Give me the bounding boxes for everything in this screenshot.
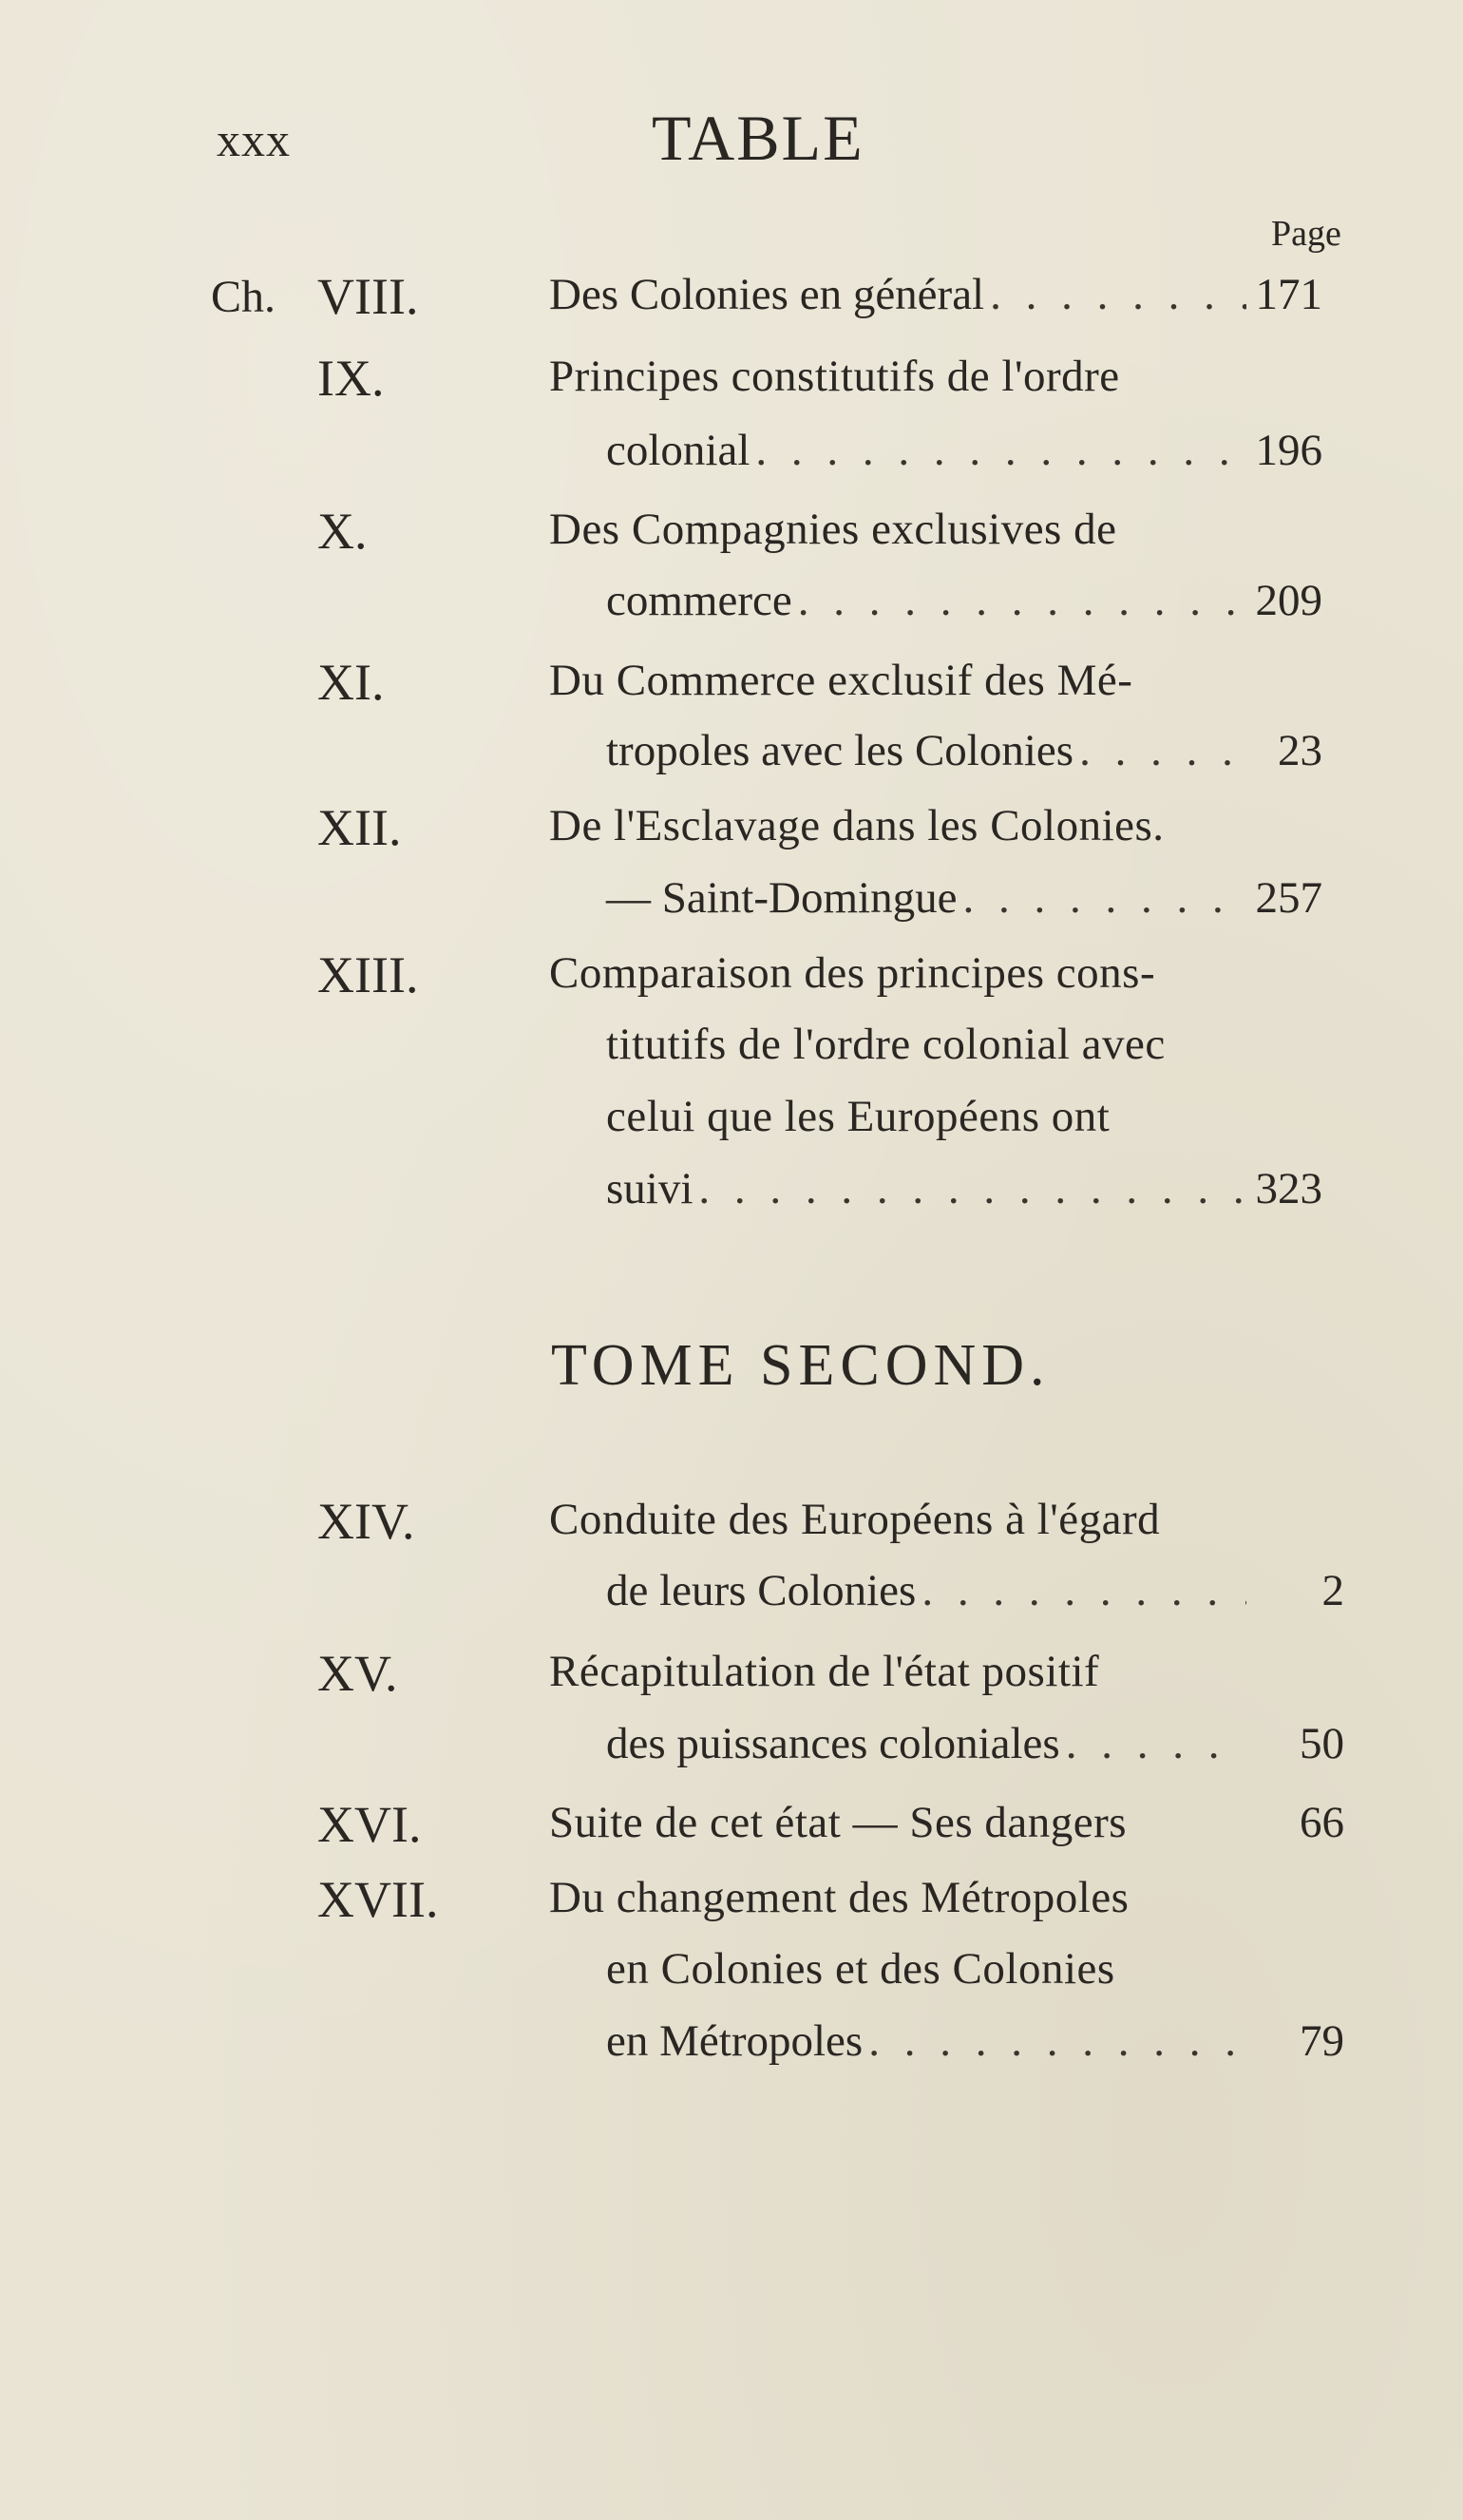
entry-title: Comparaison des principes cons- (549, 948, 1156, 998)
page-reference: 79 (1300, 2016, 1344, 2066)
toc-entry-line (606, 1163, 1246, 1214)
toc-entry-line (606, 1718, 1246, 1769)
entry-title-continued: colonial (606, 426, 750, 475)
chapter-number: X. (317, 503, 368, 560)
page-reference: 2 (1321, 1566, 1344, 1615)
entry-title: Récapitulation de l'état positif (549, 1647, 1100, 1696)
page-reference: 257 (1255, 873, 1322, 923)
leader-dots (962, 872, 1246, 924)
leader-dots (798, 575, 1246, 626)
chapter-number: XIV. (317, 1493, 415, 1550)
page-reference: 323 (1255, 1164, 1322, 1213)
page-reference: 23 (1278, 726, 1322, 775)
entry-title-continued: — Saint-Domingue (606, 873, 958, 923)
leader-dots (868, 2015, 1246, 2067)
toc-entry-line (606, 425, 1246, 476)
entry-title-continued: de leurs Colonies (606, 1566, 917, 1615)
page-column-label: Page (1271, 214, 1341, 254)
toc-entry-line (606, 2015, 1246, 2067)
leader-dots (698, 1163, 1246, 1214)
leader-dots (990, 269, 1246, 320)
leader-dots (922, 1565, 1246, 1616)
entry-title-continued: celui que les Européens ont (606, 1092, 1111, 1141)
page-reference: 171 (1255, 270, 1322, 319)
entry-title-continued: titutifs de l'ordre colonial avec (606, 1020, 1166, 1069)
entry-title-continued: tropoles avec les Colonies (606, 726, 1074, 775)
leader-dots (755, 425, 1246, 476)
entry-title-continued: en Colonies et des Colonies (606, 1944, 1115, 1994)
entry-title: De l'Esclavage dans les Colonies. (549, 801, 1165, 850)
chapter-number: IX. (317, 350, 385, 407)
toc-entry-line (549, 269, 1246, 320)
page-reference: 66 (1300, 1798, 1344, 1847)
entry-title: Des Colonies en général (549, 270, 985, 319)
page-reference: 209 (1255, 576, 1322, 625)
entry-title-continued: suivi (606, 1164, 694, 1213)
chapter-number: XVI. (317, 1796, 422, 1853)
entry-title: Du changement des Métropoles (549, 1873, 1130, 1922)
section-title: TOME SECOND. (551, 1333, 1051, 1398)
chapter-number: XV. (317, 1645, 398, 1702)
toc-entry-line (606, 872, 1246, 924)
entry-title: Des Compagnies exclusives de (549, 505, 1117, 554)
entry-title: Du Commerce exclusif des Mé- (549, 656, 1133, 705)
entry-title: Principes constitutifs de l'ordre (549, 352, 1120, 401)
running-title: TABLE (652, 102, 864, 174)
leader-dots (1066, 1718, 1246, 1769)
toc-entry-line (606, 575, 1246, 626)
toc-entry-line (606, 725, 1246, 776)
entry-title-continued: en Métropoles (606, 2016, 864, 2066)
page-reference: 196 (1255, 426, 1322, 475)
entry-title-continued: des puissances coloniales (606, 1719, 1060, 1768)
chapter-prefix: Ch. (211, 272, 276, 322)
page-reference: 50 (1300, 1719, 1344, 1768)
page-number: xxx (217, 113, 291, 166)
entry-title-continued: commerce (606, 576, 792, 625)
chapter-number: XI. (317, 654, 385, 711)
entry-title: Suite de cet état — Ses dangers (549, 1798, 1128, 1847)
chapter-number: VIII. (317, 268, 419, 325)
chapter-number: XVII. (317, 1871, 439, 1928)
toc-entry-line (606, 1565, 1246, 1616)
chapter-number: XII. (317, 799, 402, 856)
chapter-number: XIII. (317, 946, 419, 1003)
entry-title: Conduite des Européens à l'égard (549, 1495, 1161, 1544)
